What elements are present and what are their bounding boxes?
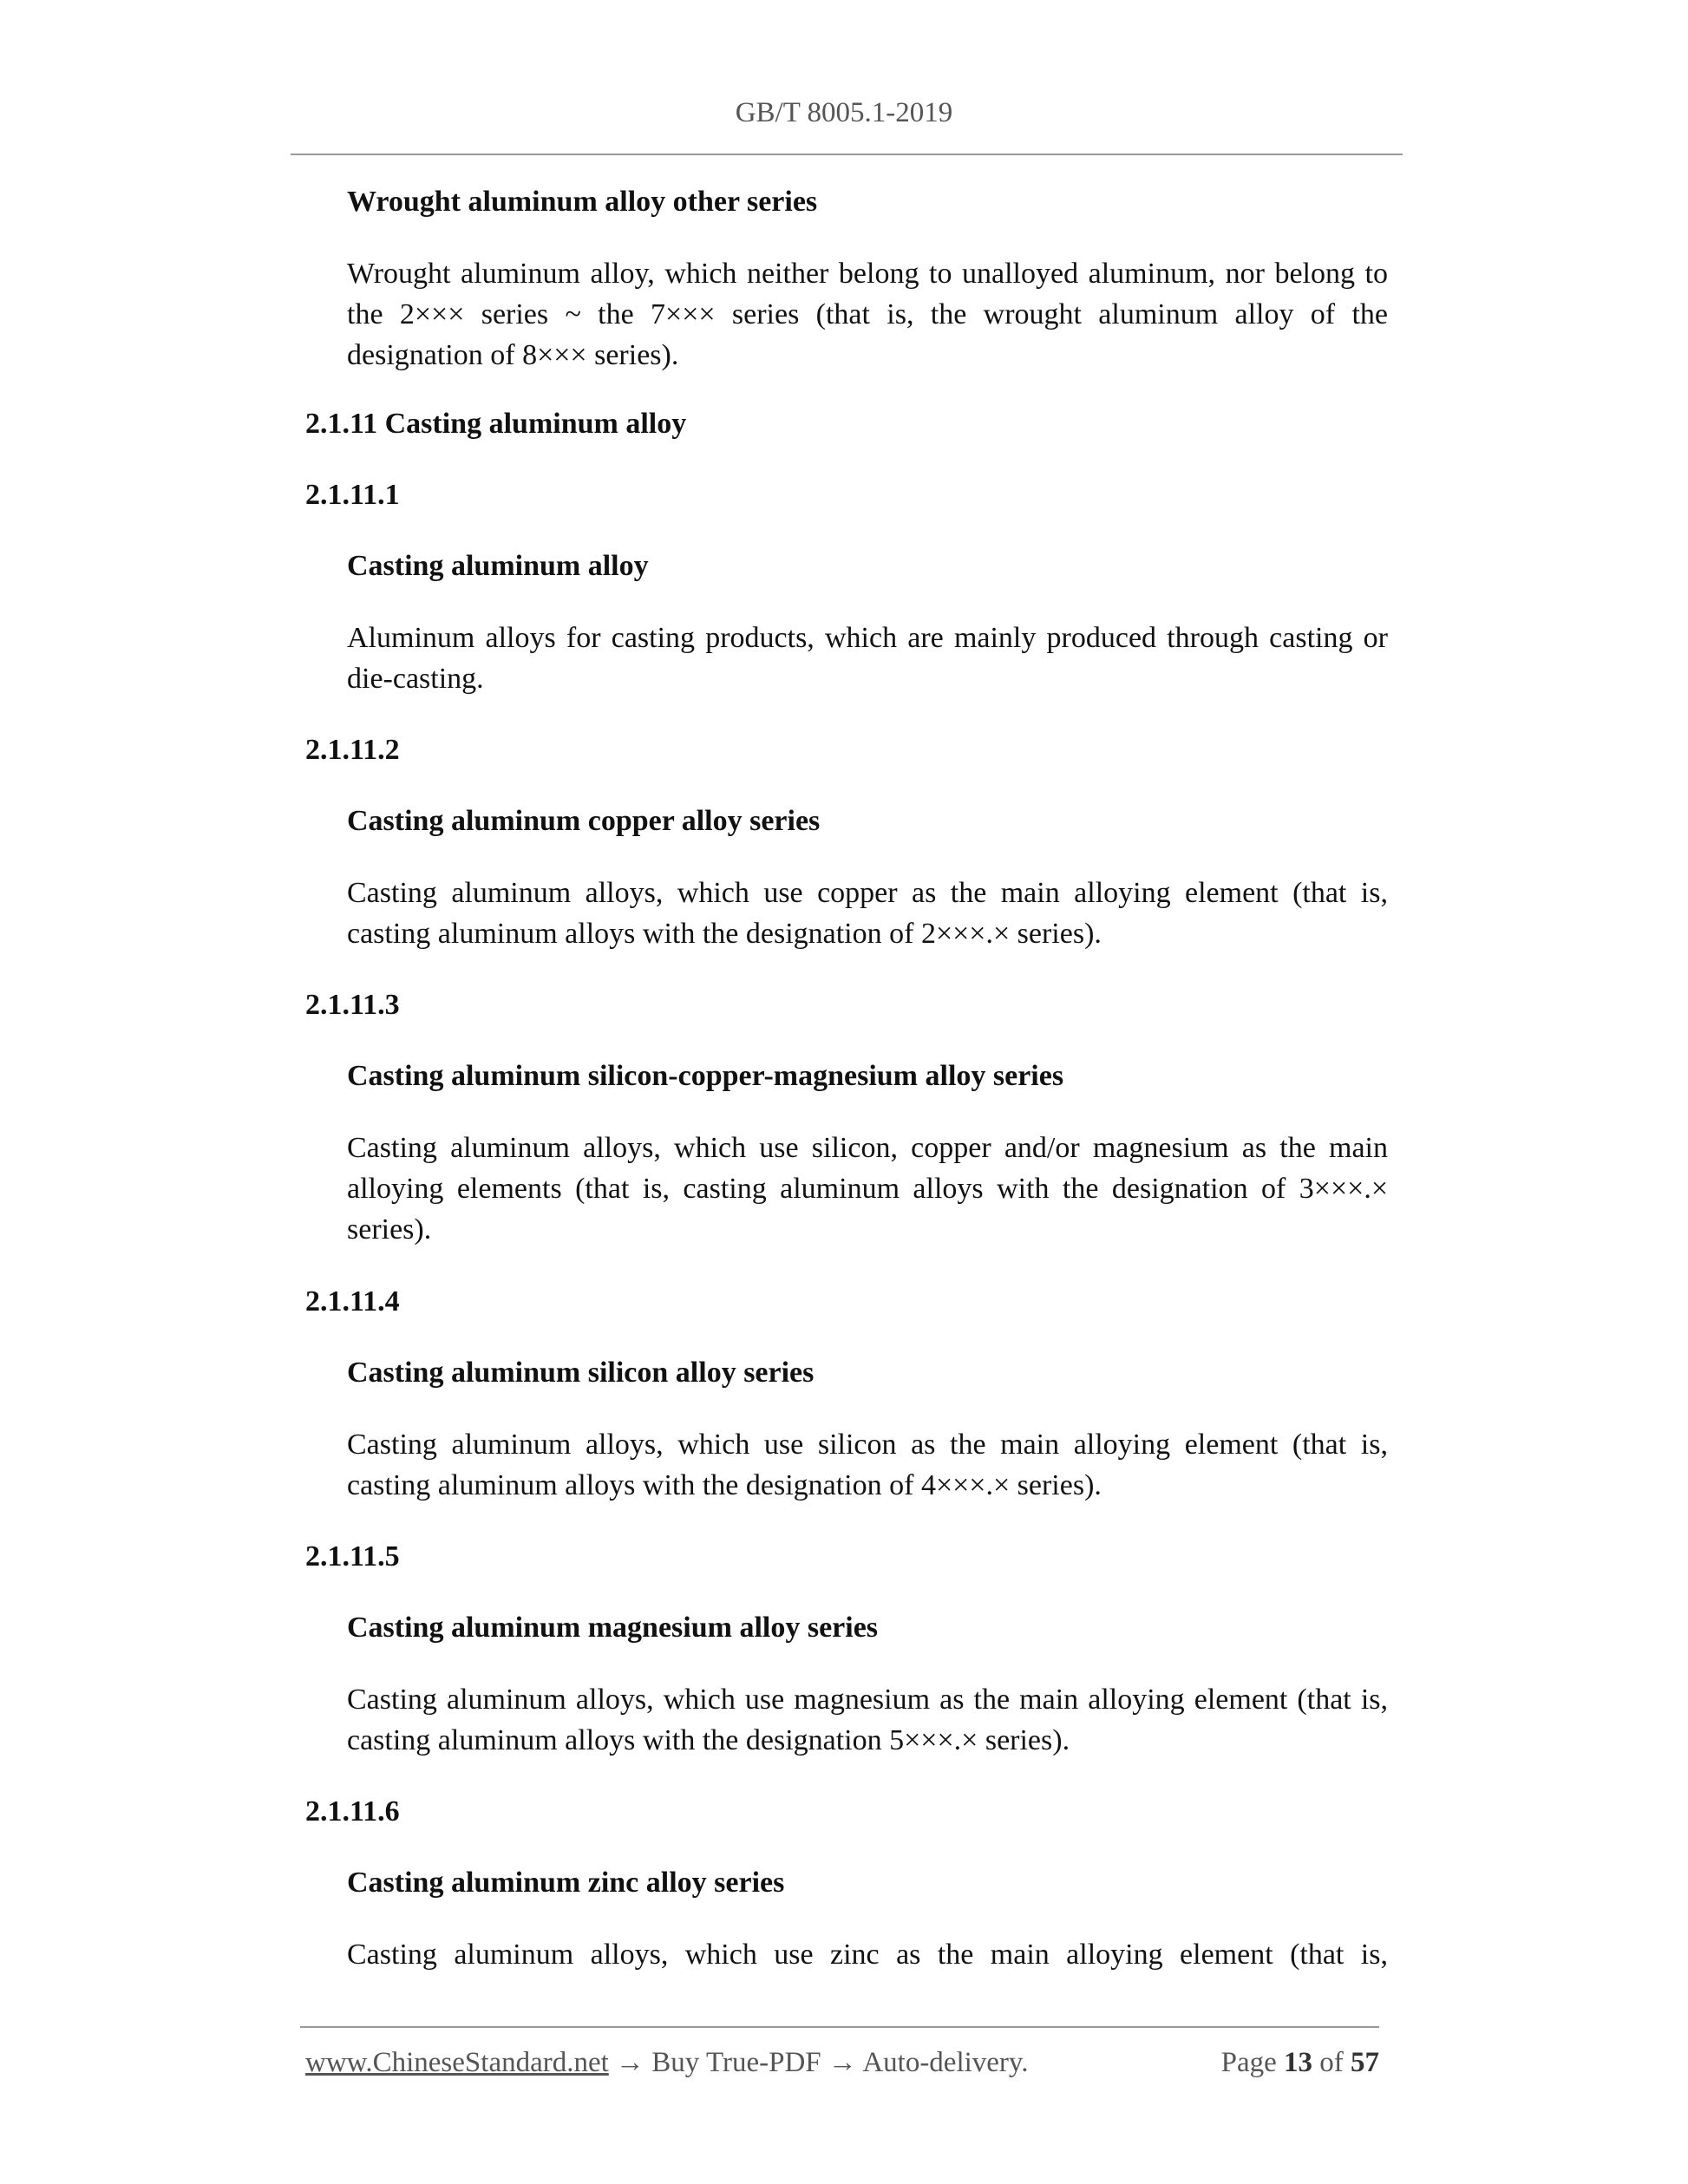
page-header: GB/T 8005.1-2019 [735, 97, 953, 128]
clause-number: 2.1.11.4 [305, 1285, 400, 1318]
footer-divider [300, 2026, 1379, 2028]
term-title: Casting aluminum copper alloy series [347, 805, 821, 837]
current-page-number: 13 [1284, 2047, 1312, 2078]
term-definition: Wrought aluminum alloy, which neither belong to unalloyed aluminum, nor belong to the 2××× series ~ the 7××× series (that is, the wrought aluminum alloy of the designation of 8××× series). [347, 258, 1388, 371]
term-definition: Casting aluminum alloys, which use copper as the main alloying element (that is, casting aluminum alloys with the designation of 2×××.× series). [347, 877, 1388, 950]
term-title: Casting aluminum magnesium alloy series [347, 1612, 879, 1644]
page-indicator [1221, 2047, 1379, 2079]
term-definition: Casting aluminum alloys, which use silicon, copper and/or magnesium as the main alloying elements (that is, casting aluminum alloys with the designation of 3×××.× series). [347, 1132, 1388, 1246]
term-definition: Casting aluminum alloys, which use zinc as the main alloying element (that is, [347, 1939, 1388, 1971]
clause-number: 2.1.11.5 [305, 1540, 400, 1573]
arrow-right-icon: → [828, 2047, 857, 2078]
term-title: Casting aluminum alloy [347, 550, 649, 582]
term-title: Casting aluminum silicon-copper-magnesium alloy series [347, 1060, 1064, 1092]
of-label: of [1319, 2047, 1344, 2078]
clause-number: 2.1.11.1 [305, 479, 400, 511]
page-label: Page [1220, 2047, 1277, 2078]
term-definition: Casting aluminum alloys, which use magnesium as the main alloying element (that is, casting aluminum alloys with the designation 5×××.× series). [347, 1684, 1388, 1756]
term-title: Casting aluminum zinc alloy series [347, 1867, 785, 1899]
header-divider [291, 154, 1403, 155]
buy-pdf-text: Buy True-PDF [651, 2047, 821, 2078]
footer-links [305, 2047, 1029, 2079]
section-heading: 2.1.11 Casting aluminum alloy [305, 408, 687, 440]
arrow-right-icon: → [616, 2047, 645, 2078]
auto-delivery-text: Auto-delivery. [862, 2047, 1029, 2078]
term-definition: Casting aluminum alloys, which use silicon as the main alloying element (that is, casting aluminum alloys with the designation of 4×××.× series). [347, 1429, 1388, 1501]
total-pages-number: 57 [1351, 2047, 1379, 2078]
website-link[interactable]: www.ChineseStandard.net [305, 2047, 609, 2078]
clause-number: 2.1.11.6 [305, 1795, 400, 1828]
term-title: Wrought aluminum alloy other series [347, 186, 818, 218]
term-title: Casting aluminum silicon alloy series [347, 1357, 815, 1389]
clause-number: 2.1.11.2 [305, 734, 400, 766]
clause-number: 2.1.11.3 [305, 989, 400, 1021]
term-definition: Aluminum alloys for casting products, which are mainly produced through casting or die-casting. [347, 622, 1388, 695]
